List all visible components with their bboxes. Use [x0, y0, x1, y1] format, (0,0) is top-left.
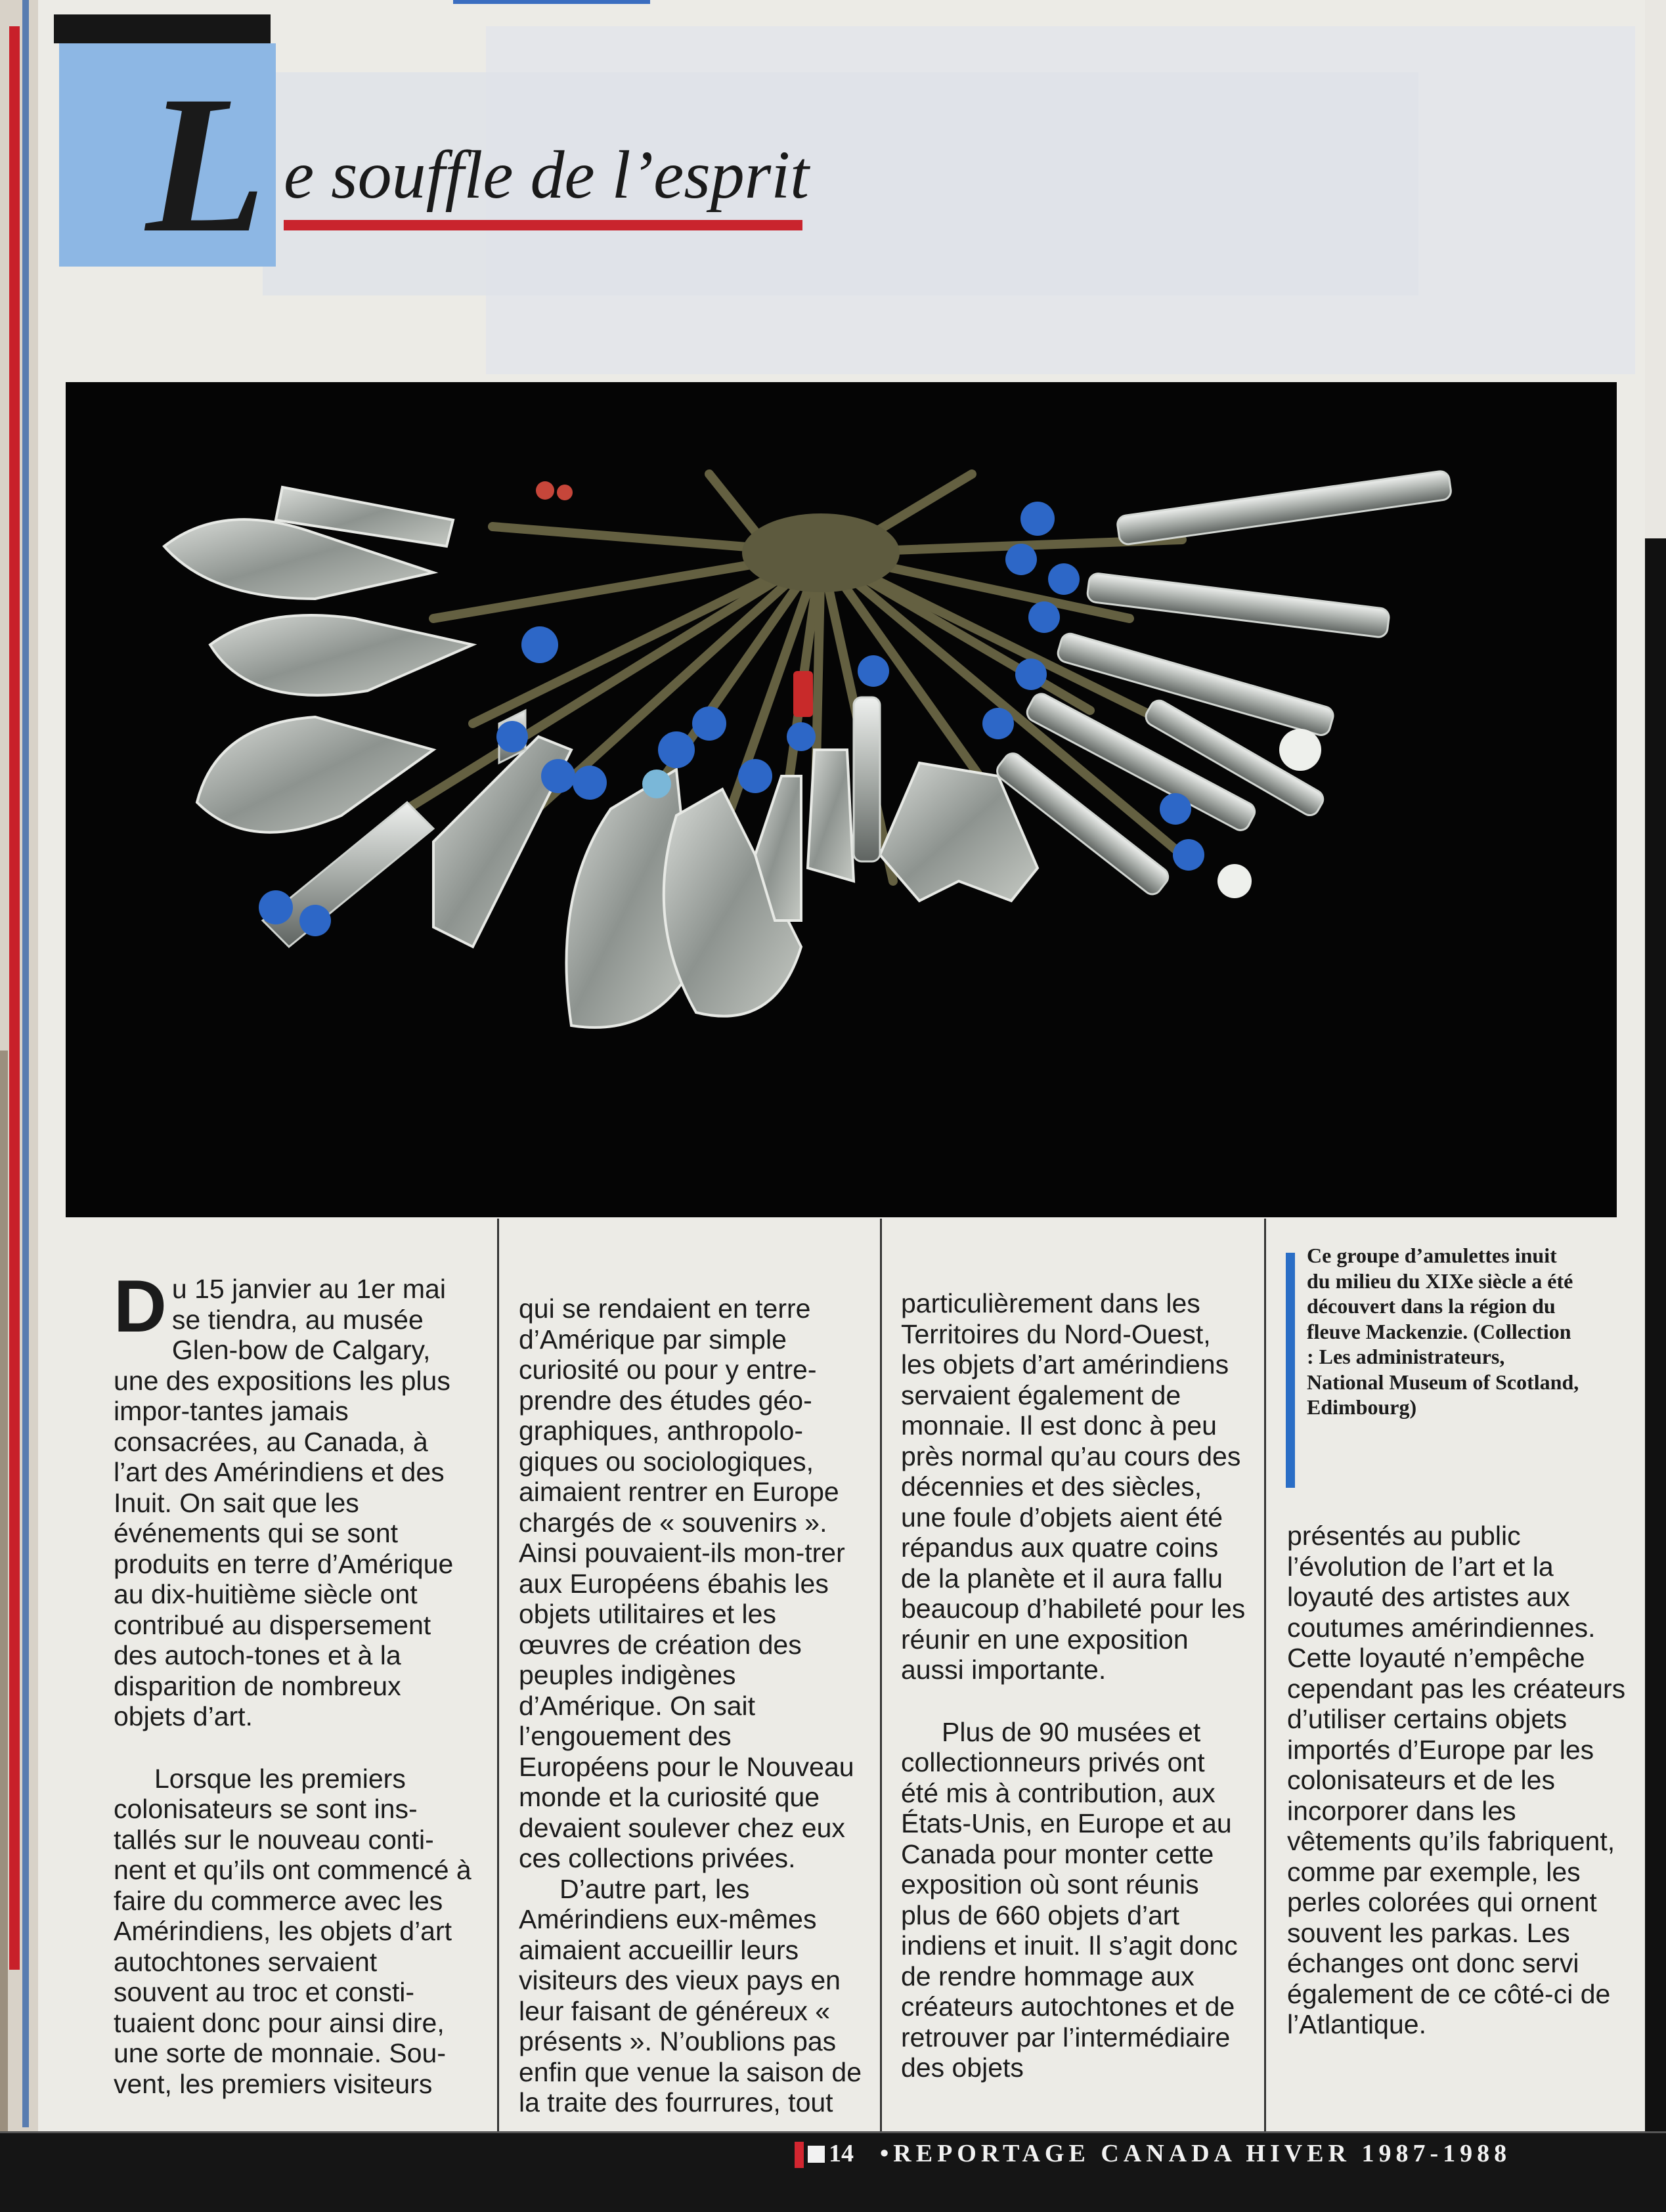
- page-right-edge: [1645, 0, 1666, 2212]
- article-column-2: [519, 1293, 864, 2118]
- photo-caption: Ce groupe d’amulettes inuit du milieu du XIXe siècle a été découvert dans la région du fleuve Mackenzie. (Collection : Les administrateurs, National Museum of Scotland, Edimbourg): [1307, 1244, 1579, 1419]
- title-underline: [284, 220, 802, 230]
- article-paragraph: présentés au public l’évolution de l’art et la loyauté des artistes aux coutumes amérindiennes. Cette loyauté n’empêche cependant pas les créateurs d’utiliser certains objets importés d’Europe par les colonisateurs et de les incorporer dans les vêtements qu’ils fabriquent, comme par exemple, les perles colorées qui ornent souvent les parkas. Les échanges ont donc servi également de ce côté-ci de l’Atlantique.: [1287, 1521, 1626, 2039]
- footer-red-mark: [795, 2142, 804, 2168]
- article-column-4: [1287, 1521, 1629, 2040]
- header-black-bar: [54, 14, 271, 43]
- paragraph-text: u 15 janvier au 1er mai se tiendra, au musée Glen-bow de Calgary, une des expositions les plus impor-tantes jamais consacrées, au Canada, à l’art des Amérindiens et des Inuit. On sait que les événements qui se sont produits en terre d’Amérique au dix-huitième siècle ont contribué au dispersement des autoch-tones et à la disparition de nombreux objets d’art.: [114, 1274, 454, 1731]
- drop-cap: D: [114, 1265, 167, 1347]
- footer-rule: [0, 2131, 1666, 2133]
- binding-edge: [0, 0, 38, 2212]
- binding-blue-stripe: [22, 0, 29, 2127]
- page-number: 14: [829, 2140, 854, 2167]
- top-blue-accent: [453, 0, 650, 4]
- amulets-illustration: [66, 382, 1617, 1217]
- caption-accent-bar: [1286, 1253, 1295, 1488]
- article-column-3: [901, 1288, 1248, 2083]
- page-title: e souffle de l’esprit: [284, 137, 810, 213]
- article-paragraph: Plus de 90 musées et collectionneurs privés ont été mis à contribution, aux États-Unis, en Europe et au Canada pour monter cette exposition où sont réunis plus de 660 objets d’art indiens et inuit. Il s’agit donc de rendre hommage aux créateurs autochtones et de retrouver par l’intermédiaire des objets: [901, 1716, 1238, 2083]
- magazine-issue-title: •REPORTAGE CANADA HIVER 1987-1988: [880, 2140, 1512, 2167]
- title-initial: L: [146, 55, 267, 273]
- footer-square-icon: [808, 2146, 825, 2163]
- article-paragraph: [114, 1265, 478, 1732]
- page-right-edge-light: [1645, 0, 1666, 538]
- article-column-1: [114, 1265, 478, 2099]
- column-rule-1: [497, 1219, 499, 2131]
- column-rule-3: [1264, 1219, 1266, 2131]
- article-paragraph: Lorsque les premiers colonisateurs se sont ins-tallés sur le nouveau conti-nent et qu’ils ont commencé à faire du commerce avec les Amérindiens, les objets d’art autochtones servaient souvent au troc et consti-tuaient donc pour ainsi dire, une sorte de monnaie. Sou-vent, les premiers visiteurs: [114, 1763, 471, 2099]
- binding-shadow: [0, 1051, 8, 2167]
- article-paragraph: particulièrement dans les Territoires du Nord-Ouest, les objets d’art amérindiens servaient également de monnaie. Il est donc à peu près normal qu’au cours des décennies et des siècles, une foule d’objets aient été répandus aux quatre coins de la planète et il aura fallu beaucoup d’habileté pour les réunir en une exposition aussi importante.: [901, 1288, 1246, 1685]
- binding-red-stripe: [9, 26, 20, 1970]
- article-paragraph: qui se rendaient en terre d’Amérique par simple curiosité ou pour y entre-prendre des études géo-graphiques, anthropolo-giques ou sociologiques, aimaient rentrer en Europe chargés de « souvenirs ». Ainsi pouvaient-ils mon-trer aux Européens ébahis les objets utilitaires et les œuvres de création des peuples indigènes d’Amérique. On sait l’engouement des Européens pour le Nouveau monde et la curiosité que devaient soulever chez eux ces collections privées.: [519, 1293, 854, 1873]
- amulets-photo: [66, 382, 1617, 1217]
- column-rule-2: [880, 1219, 882, 2131]
- article-paragraph: D’autre part, les Amérindiens eux-mêmes aimaient accueillir leurs visiteurs des vieux pays en leur faisant de généreux « présents ». N’oublions pas enfin que venue la saison de la traite des fourrures, tout: [519, 1873, 862, 2117]
